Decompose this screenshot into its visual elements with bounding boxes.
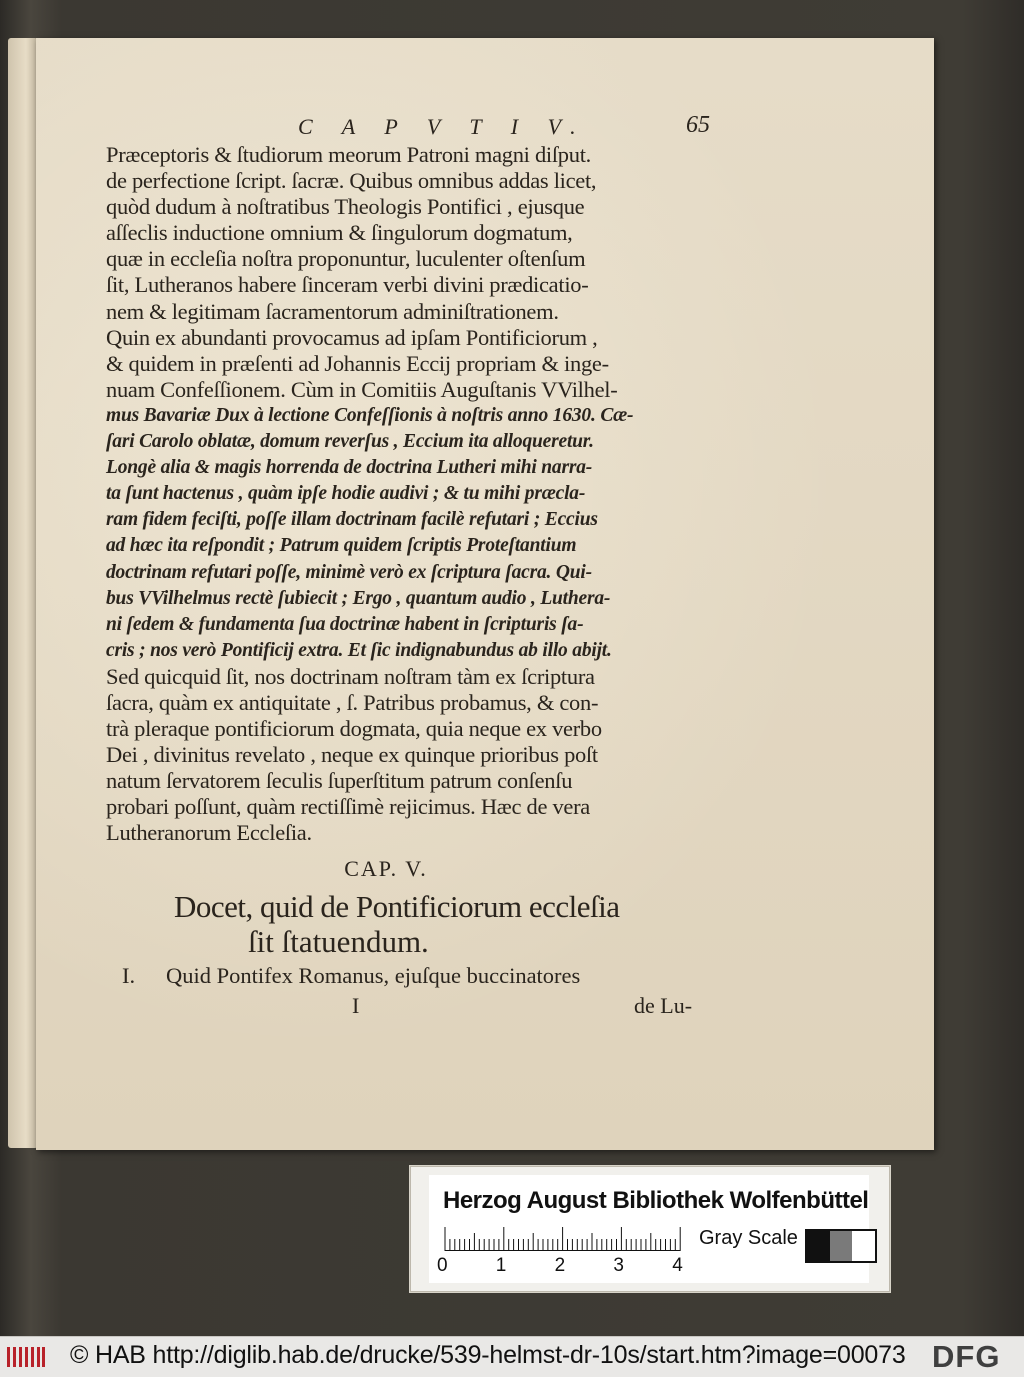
text-line: probari poſſunt, quàm rectiſſimè rejicimus. Hæc de vera xyxy=(106,794,590,820)
text-line: ſari Carolo oblatæ, domum reverſus , Eccium ita alloqueretur. xyxy=(106,431,594,453)
running-head xyxy=(106,106,756,142)
text-line: nuam Confeſſionem. Cùm in Comitiis Auguſtanis VVilhel- xyxy=(106,376,618,402)
ruler-number: 1 xyxy=(495,1255,507,1276)
chapter-heading: CAP. V. xyxy=(344,855,428,881)
text-line: ad hæc ita reſpondit ; Patrum quidem ſcriptis Proteſtantium xyxy=(106,535,577,557)
text-line: trà pleraque pontificiorum dogmata, quia neque ex verbo xyxy=(106,716,602,742)
text-line: Dei , divinitus revelato , neque ex quinque prioribus poſt xyxy=(106,742,598,768)
copyright-url: © HAB http://diglib.hab.de/drucke/539-helmst-dr-10s/start.htm?image=00073 xyxy=(70,1341,906,1369)
text-line: Longè alia & magis horrenda de doctrina Lutheri mihi narra- xyxy=(106,457,593,479)
book-page xyxy=(36,38,934,1150)
ruler-number: 3 xyxy=(613,1255,624,1276)
chapter-title-line-1: Docet, quid de Pontificiorum eccleſia xyxy=(174,888,620,924)
signature-mark: I xyxy=(352,992,360,1018)
text-line: ſit, Lutheranos habere ſinceram verbi divini prædicatio- xyxy=(106,272,589,298)
body-text xyxy=(106,142,756,847)
page-number: 65 xyxy=(686,112,710,138)
gray-patch xyxy=(852,1231,875,1261)
dfg-logo: DFG xyxy=(932,1339,1001,1374)
color-chart-card xyxy=(410,1166,890,1292)
section-line xyxy=(106,963,756,989)
footer-bar xyxy=(0,1336,1024,1377)
text-line: bus VVilhelmus rectè ſubiecit ; Ergo , quantum audio , Luthera- xyxy=(106,587,611,609)
text-line: nem & legitimam ſacramentorum adminiſtrationem. xyxy=(106,298,559,324)
running-title: C A P V T I V. xyxy=(298,114,588,139)
ruler-number: 4 xyxy=(672,1255,683,1276)
text-line: ſacra, quàm ex antiquitate , ſ. Patribus probamus, & con- xyxy=(106,689,599,715)
text-line: cris ; nos verò Pontificij extra. Et ſic indignabundus ab illo abijt. xyxy=(106,639,612,661)
text-line: Lutheranorum Eccleſia. xyxy=(106,820,312,846)
color-chart xyxy=(429,1175,869,1283)
catchword: de Lu- xyxy=(634,992,693,1018)
section-number: I. xyxy=(122,962,136,988)
text-line: quòd dudum à noſtratibus Theologis Pontifici , ejusque xyxy=(106,194,585,220)
adjacent-page-edge xyxy=(8,38,38,1148)
text-line: mus Bavariæ Dux à lectione Confeſſionis à noſtris anno 1630. Cæ- xyxy=(106,404,634,426)
text-line: Sed quicquid ſit, nos doctrinam noſtram tàm ex ſcriptura xyxy=(106,663,595,689)
ruler-numbers xyxy=(437,1255,687,1279)
text-line: Quin ex abundanti provocamus ad ipſam Pontificiorum , xyxy=(106,324,598,350)
ruler-number: 0 xyxy=(437,1255,448,1276)
chapter-title-line-2: ſit ſtatuendum. xyxy=(248,923,429,959)
text-line: ni ſedem & fundamenta ſua doctrinæ habent in ſcripturis ſa- xyxy=(106,613,584,635)
ruler-scale xyxy=(443,1227,687,1251)
text-line: doctrinam refutari poſſe, minimè verò ex ſcriptura ſacra. Qui- xyxy=(106,561,592,583)
text-line: quæ in eccleſia noſtra proponuntur, luculenter oſtenſum xyxy=(106,246,586,272)
page-footer-marks xyxy=(106,989,756,1023)
gray-scale-patches xyxy=(805,1229,877,1263)
page-text xyxy=(106,106,756,1023)
gray-scale-label: Gray Scale xyxy=(699,1227,798,1249)
text-line: Præceptoris & ſtudiorum meorum Patroni magni diſput. xyxy=(106,142,591,167)
gray-patch xyxy=(830,1231,853,1261)
text-line: natum ſervatorem ſeculis ſuperſtitum patrum conſenſu xyxy=(106,768,573,794)
text-line: aſſeclis inductione omnium & ſingulorum dogmatum, xyxy=(106,220,573,246)
text-line: ta ſunt hactenus , quàm ipſe hodie audivi ; & tu mihi præcla- xyxy=(106,483,586,505)
hab-logo-icon xyxy=(6,1345,46,1369)
ruler-number: 2 xyxy=(554,1255,566,1276)
text-line: ram fidem feciſti, poſſe illam doctrinam facilè refutari ; Eccius xyxy=(106,509,598,531)
text-line: & quidem in præſenti ad Johannis Eccij propriam & inge- xyxy=(106,350,609,376)
library-name: Herzog August Bibliothek Wolfenbüttel xyxy=(443,1187,869,1214)
section-text: Quid Pontifex Romanus, ejuſque buccinatores xyxy=(166,962,581,988)
text-line: de perfectione ſcript. ſacræ. Quibus omnibus addas licet, xyxy=(106,168,597,194)
gray-patch xyxy=(807,1231,830,1261)
